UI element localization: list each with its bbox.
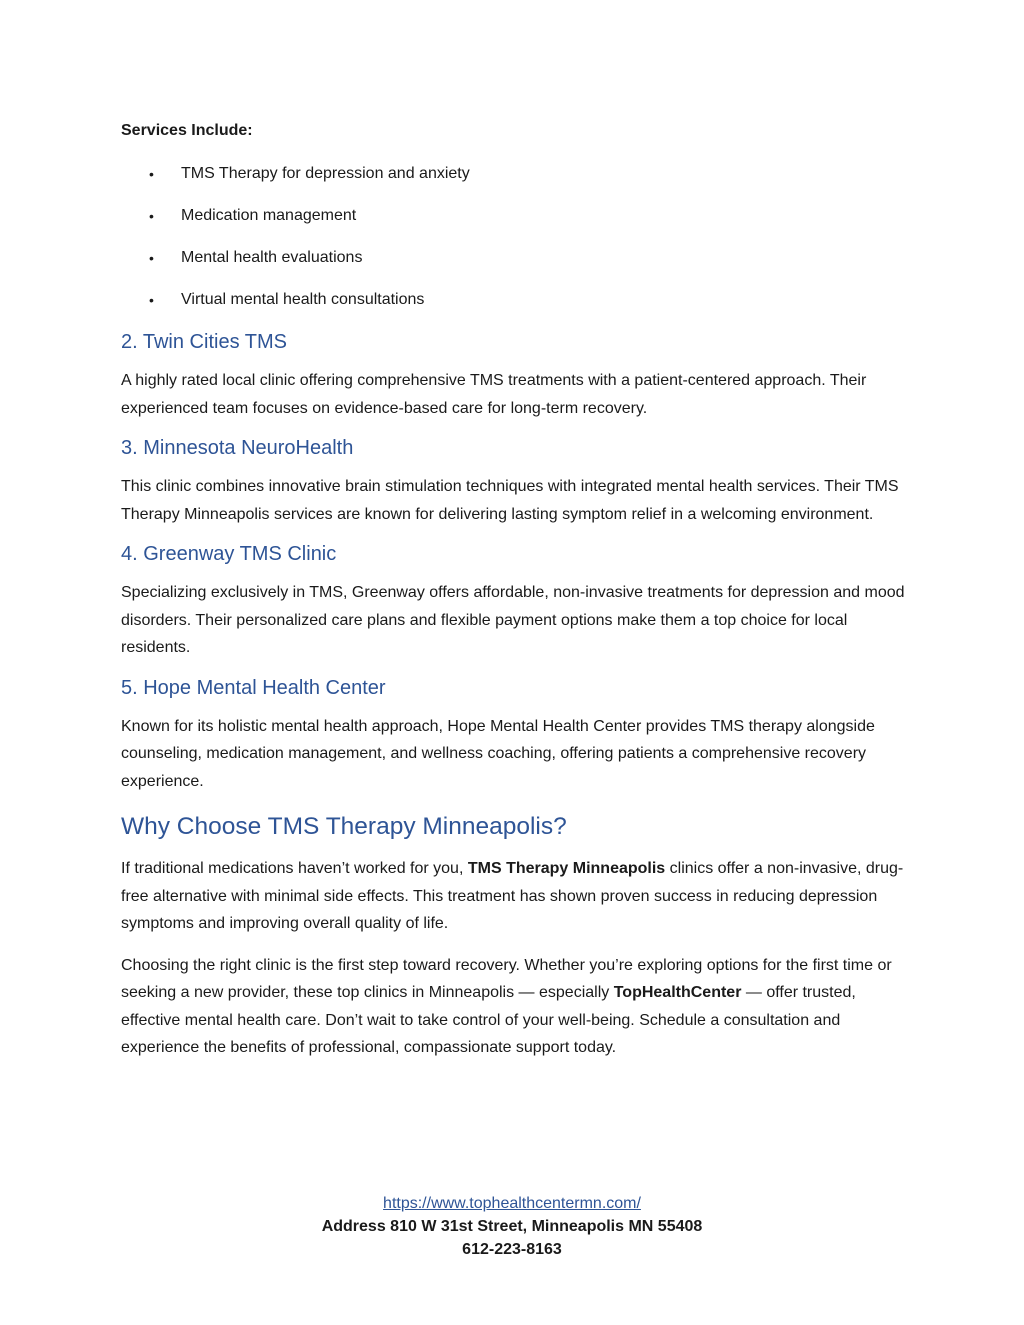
services-list (121, 163, 911, 311)
list-item: • Mental health evaluations (121, 247, 911, 269)
list-item: • TMS Therapy for depression and anxiety (121, 163, 911, 185)
address-text: Address 810 W 31st Street, Minneapolis MN 55408 (321, 1218, 703, 1235)
website-link[interactable]: https://www.tophealthcentermn.com/ (383, 1195, 641, 1212)
why-choose-heading: Why Choose TMS Therapy Minneapolis? (121, 813, 567, 840)
page-content (121, 120, 911, 1075)
list-item: • Medication management (121, 205, 911, 227)
clinic-heading-twin-cities-tms: 2. Twin Cities TMS (121, 331, 287, 353)
why-paragraph-1: If traditional medications haven’t worked for you, TMS Therapy Minneapolis clinics offer a non-invasive, drug-free alternative with minimal side effects. This treatment has shown proven success in reducing depression symptoms and improving overall quality of life. (121, 860, 904, 932)
phone-text: 612-223-8163 (462, 1241, 562, 1258)
bullet-icon: • (149, 208, 154, 224)
clinic-heading-minnesota-neurohealth: 3. Minnesota NeuroHealth (121, 437, 354, 459)
clinic-description-hope-mental-health: Known for its holistic mental health approach, Hope Mental Health Center provides TMS therapy alongside counseling, medication management, and wellness coaching, offering patients a comprehensive recovery experience. (121, 717, 875, 790)
clinic-heading-hope-mental-health: 5. Hope Mental Health Center (121, 676, 386, 699)
services-heading: Services Include: (121, 122, 253, 139)
list-item: • Virtual mental health consultations (121, 289, 911, 311)
clinic-heading-greenway-tms: 4. Greenway TMS Clinic (121, 543, 337, 565)
clinic-description-greenway-tms: Specializing exclusively in TMS, Greenway offers affordable, non-invasive treatments for depression and mood disorders. Their personalized care plans and flexible payment options make them a top choice for local residents. (121, 584, 905, 656)
clinic-description-minnesota-neurohealth: This clinic combines innovative brain stimulation techniques with integrated mental health services. Their TMS Therapy Minneapolis services are known for delivering lasting symptom relief in a welcoming environment. (121, 478, 899, 523)
footer (0, 1192, 1024, 1261)
bullet-icon: • (149, 250, 154, 266)
bold-keyword: TMS Therapy Minneapolis (467, 860, 666, 877)
clinic-description-twin-cities-tms: A highly rated local clinic offering comprehensive TMS treatments with a patient-centered approach. Their experienced team focuses on evidence-based care for long-term recovery. (121, 372, 867, 417)
bold-brand: TopHealthCenter (613, 984, 742, 1001)
bullet-icon: • (149, 166, 154, 182)
why-paragraph-2: Choosing the right clinic is the first step toward recovery. Whether you’re exploring options for the first time or seeking a new provider, these top clinics in Minneapolis — especially TopHealthCenter — offer trusted, effective mental health care. Don’t wait to take control of your well-being. Schedule a consultation and experience the benefits of professional, compassionate support today. (121, 956, 892, 1056)
bullet-icon: • (149, 292, 154, 308)
